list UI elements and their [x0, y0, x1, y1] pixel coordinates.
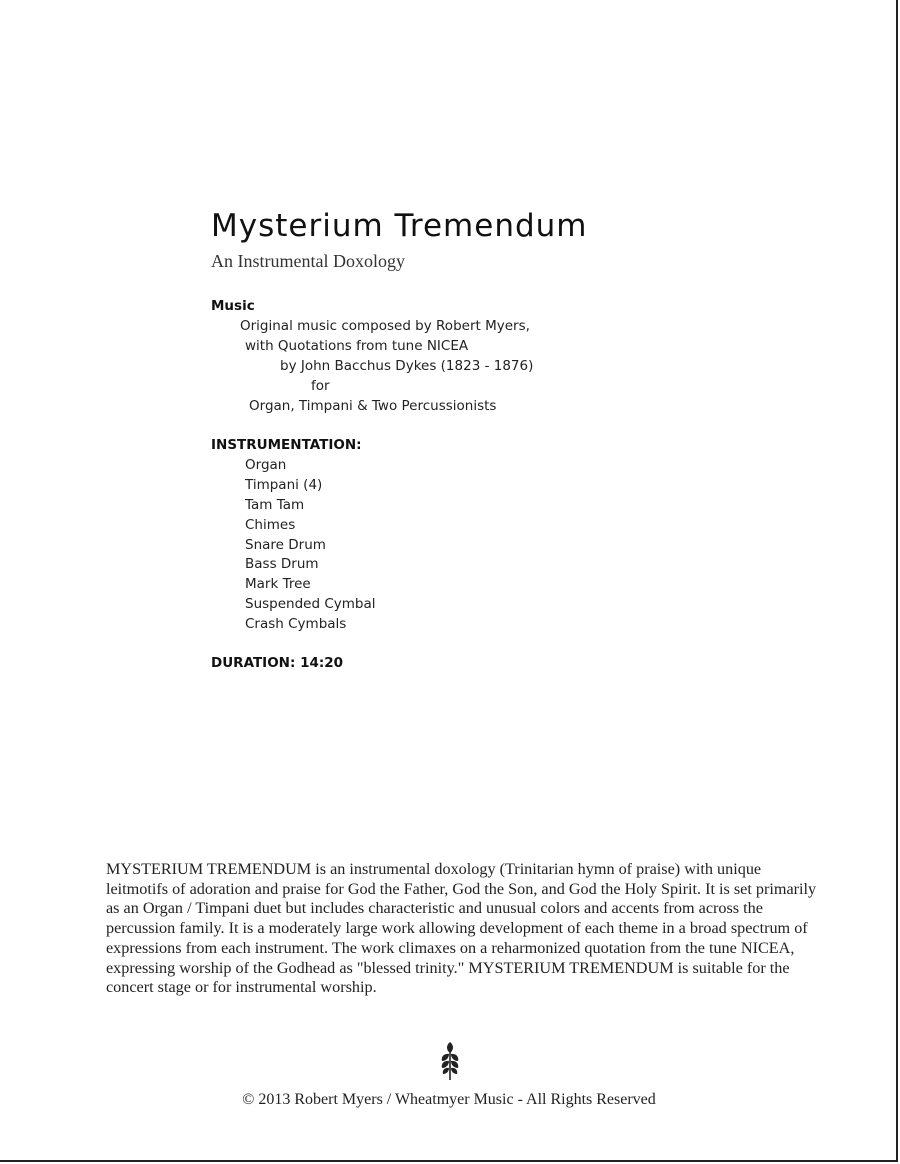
copyright-text: © 2013 Robert Myers / Wheatmyer Music - All Rights Reserved: [242, 1091, 656, 1108]
list-item: Bass Drum: [245, 556, 319, 573]
list-item: Organ: [245, 457, 287, 473]
instrument-list: [245, 456, 376, 635]
instrumentation-heading: INSTRUMENTATION:: [211, 437, 362, 453]
list-item: Mark Tree: [245, 576, 311, 593]
music-line-composer: Original music composed by Robert Myers,: [240, 318, 530, 334]
music-line-author: by John Bacchus Dykes (1823 - 1876): [280, 358, 534, 374]
music-line-for: for: [311, 378, 330, 394]
duration-label: DURATION: 14:20: [211, 655, 344, 671]
list-item: Crash Cymbals: [245, 616, 347, 633]
description-paragraph: MYSTERIUM TREMENDUM is an instrumental doxology (Trinitarian hymn of praise) with unique leitmotifs of adoration and praise for God the Father, God the Son, and God the Holy Spirit. It is set primarily as an Organ / Timpani duet but includes characteristic and unusual colors and accents from across the percussion family. It is a moderately large work allowing development of each theme in a broad spectrum of expressions from each instrument. The work climaxes on a reharmonized quotation from the tune NICEA, expressing worship of the Godhead as "blessed trinity." MYSTERIUM TREMENDUM is suitable for the concert stage or for instrumental worship.: [106, 860, 817, 997]
copyright-notice: [0, 1091, 900, 1109]
list-item: Tam Tam: [245, 496, 305, 513]
page-subtitle: An Instrumental Doxology: [211, 251, 405, 271]
list-item: Suspended Cymbal: [245, 596, 376, 613]
wheat-icon: [438, 1040, 462, 1082]
music-heading: Music: [211, 298, 255, 314]
music-line-quotations: with Quotations from tune NICEA: [245, 338, 469, 354]
list-item: Timpani (4): [245, 476, 323, 493]
music-line-forces: Organ, Timpani & Two Percussionists: [249, 398, 497, 414]
list-item: Chimes: [245, 516, 296, 533]
list-item: Snare Drum: [245, 536, 326, 553]
page-title: Mysterium Tremendum: [211, 208, 588, 244]
